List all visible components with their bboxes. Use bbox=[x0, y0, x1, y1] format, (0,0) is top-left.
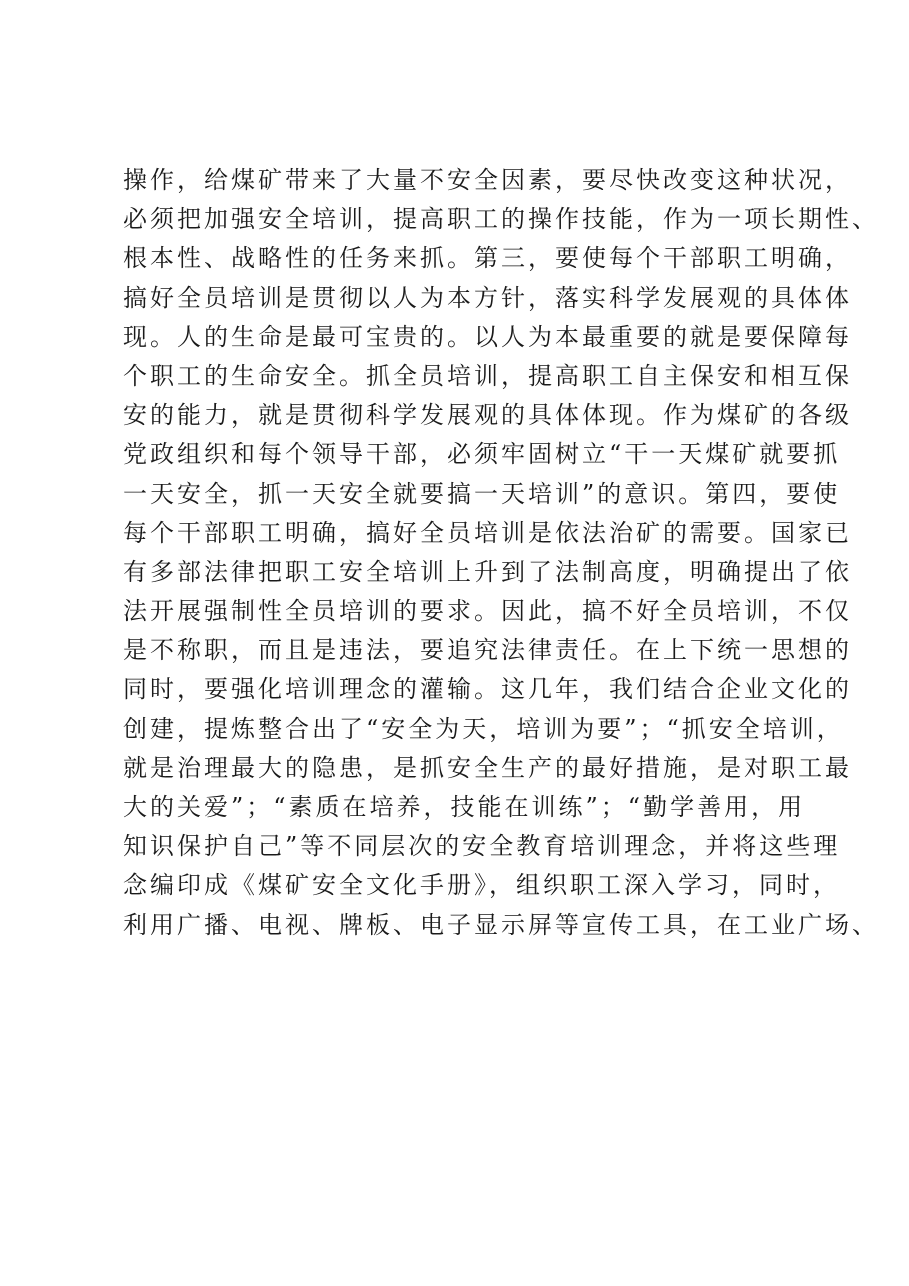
body-text bbox=[123, 161, 879, 945]
text-line: 根本性、战略性的任务来抓。第三，要使每个干部职工明确， bbox=[123, 244, 852, 273]
text-line: 就是治理最大的隐患，是抓安全生产的最好措施，是对职工最 bbox=[123, 753, 852, 782]
text-line: 现。人的生命是最可宝贵的。以人为本最重要的就是要保障每 bbox=[123, 322, 852, 351]
text-line: 知识保护自己”等不同层次的安全教育培训理念，并将这些理 bbox=[123, 832, 841, 861]
text-line: 法开展强制性全员培训的要求。因此，搞不好全员培训，不仅 bbox=[123, 597, 852, 626]
text-line: 党政组织和每个领导干部，必须牢固树立“干一天煤矿就要抓 bbox=[123, 440, 841, 469]
text-line: 是不称职，而且是违法，要追究法律责任。在上下统一思想的 bbox=[123, 636, 852, 665]
text-line: 个职工的生命安全。抓全员培训，提高职工自主保安和相互保 bbox=[123, 361, 852, 390]
text-line: 操作，给煤矿带来了大量不安全因素，要尽快改变这种状况， bbox=[123, 166, 852, 194]
text-line: 每个干部职工明确，搞好全员培训是依法治矿的需要。国家已 bbox=[123, 518, 852, 547]
text-line: 同时，要强化培训理念的灌输。这几年，我们结合企业文化的 bbox=[123, 675, 852, 704]
text-line: 创建，提炼整合出了“安全为天，培训为要”；“抓安全培训， bbox=[123, 714, 844, 743]
text-line: 利用广播、电视、牌板、电子显示屏等宣传工具，在工业广场、 bbox=[123, 910, 879, 939]
text-line: 念编印成《煤矿安全文化手册》，组织职工深入学习，同时， bbox=[123, 871, 840, 900]
text-line: 安的能力，就是贯彻科学发展观的具体体现。作为煤矿的各级 bbox=[123, 401, 852, 430]
text-line: 大的关爱”；“素质在培养，技能在训练”；“勤学善用，用 bbox=[123, 793, 806, 821]
text-line: 必须把加强安全培训，提高职工的操作技能，作为一项长期性、 bbox=[123, 205, 879, 234]
text-line: 一天安全，抓一天安全就要搞一天培训”的意识。第四，要使 bbox=[123, 479, 841, 508]
text-line: 搞好全员培训是贯彻以人为本方针，落实科学发展观的具体体 bbox=[123, 283, 852, 312]
text-line: 有多部法律把职工安全培训上升到了法制高度，明确提出了依 bbox=[123, 557, 852, 586]
